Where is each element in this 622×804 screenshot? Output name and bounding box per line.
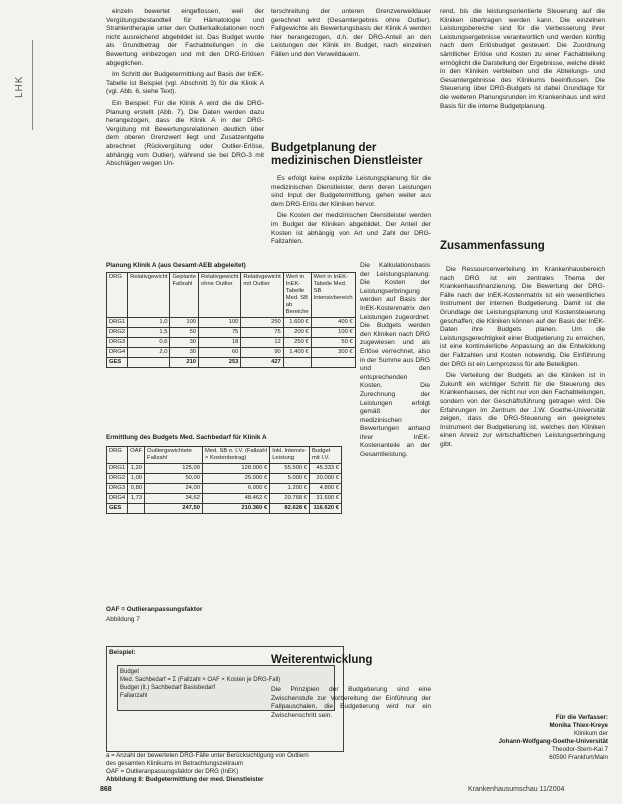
body-column-2-side (360, 262, 430, 642)
table-cell: 55.500 € (270, 464, 310, 474)
table-cell: DRG3 (107, 338, 128, 348)
table-cell: 1,20 (128, 464, 145, 474)
formula-line: Budget (lt.) Sachbedarf Basisbedarf (120, 685, 216, 691)
table-cell: 6.000 € (202, 484, 269, 494)
planning-table (106, 272, 356, 368)
paragraph: Die Ressourcenverteilung im Krankenhausbereich nach DRG ist ein zentrales Thema der Krankenhausfinanzierung. Die Bewertung der DRG-Fälle nach der InEK-Kostenmatrix ist ein wesentliches Instrument der internen Budgetierung. Damit ist die Grundlage der Leistungsplanung und Kostensteuerung geschaffen; die Kliniken können auf der Basis der InEK-Daten ihre Budgets planen. Um die Leistungsgerechtigkeit einer Budgetierung zu erreichen, ist eine kontinuierliche Anpassung an die Entwicklung der Fallzahlen und Kosten notwendig. Die Einführung der DRG ist ein Lernprozess für alle Beteiligten. (440, 266, 605, 368)
table-cell: 1,0 (128, 318, 170, 328)
table-cell: 30 (170, 348, 199, 358)
table-cell: 427 (241, 358, 283, 368)
table-header: Relativgewicht ohne Outlier (199, 273, 241, 318)
section-heading: Budgetplanung der medizinischen Dienstleister (271, 142, 423, 167)
table-cell: 2,0 (128, 348, 170, 358)
table-row (107, 484, 342, 494)
figure-caption: Abbildung 7 (106, 616, 140, 623)
paragraph: rend, bis die leistungsorientierte Steuerung auf die Kliniken übertragen werden kann. Die einzelnen Leistungsbereiche sind für die Verbesserung ihrer Leistungsergebnisse verantwortlich und werden künftig nach dem Erlösbudget gesteuert. Die Zuordnung sämtlicher Erlöse und Kosten zu einer Fachabteilung ermöglicht die Darstellung der Ergebnisse, welche direkt in den Kliniken verbleiben und die Abteilungs- und Gesamtergebnisse des Klinikums beeinflussen. Die Steuerung über DRG-Budgets ist dabei Grundlage für die weiteren Planungsrunden im Krankenhaus und wird Basis für die interne Budgetplanung. (440, 8, 605, 110)
table-cell: 250 (241, 318, 283, 328)
sidebar-rule (32, 40, 33, 130)
table-row (107, 494, 342, 504)
budget-table (106, 446, 342, 514)
table-row (107, 474, 342, 484)
table-header: DRG (107, 273, 128, 318)
formula-line: Med. Sachbedarf = Σ (Fallzahl × OAF × Kosten je DRG-Fall) (120, 677, 281, 683)
table-cell: 50 (170, 328, 199, 338)
footnote: des gesamten Klinikums im Betrachtungszeitraum (106, 760, 244, 767)
table-header: Outliergewichtete Fallzahl (145, 447, 203, 464)
table-cell: DRG2 (107, 328, 128, 338)
table-cell: 210.360 € (202, 504, 269, 514)
table-header: Wert in InEK-Tabelle Med. SB Intensivbereich (311, 273, 355, 318)
table-cell: 50 € (311, 338, 355, 348)
body-column-3-top (440, 8, 605, 114)
author-line: Für die Verfasser: (555, 714, 608, 721)
table-row-total (107, 504, 342, 514)
table-row (107, 318, 356, 328)
paragraph: Die Kalkulationsbasis der Leistungsplanung: Die Kosten der Leistungserbringung werden auf Basis der InEK-Kostenmatrix den Leistungen zugeordnet. Die Budgets werden den Kliniken nach DRG zugewiesen und als Erlöse verrechnet, also in der Summe aus DRG und den entsprechenden Kosten. Die Zurechnung der Leistungen erfolgt gemäß der medizinischen Bewertungen anhand ihrer InEK-Kostenanteile an der Gesamtleistung. (360, 262, 430, 459)
paragraph: Die Kosten der medizinischen Dienstleister werden im Budget der Kliniken abgebildet. Der Anteil der Kosten ist abhängig von Art und Zahl der DRG-Fallzahlen. (271, 212, 431, 246)
table-header: Med. SB o. I.V. (Fallzahl × Kostenbetrag) (202, 447, 269, 464)
table-cell: 18 (199, 338, 241, 348)
table-cell (311, 358, 355, 368)
example-label: Beispiel: (109, 649, 136, 656)
table-cell (128, 358, 170, 368)
body-column-3-bottom (440, 266, 605, 706)
table-header: DRG (107, 447, 128, 464)
table-cell: 128.000 € (202, 464, 269, 474)
table-cell: 45.333 € (309, 464, 341, 474)
author-line: Theodor-Stern-Kai 7 (551, 746, 608, 753)
table-cell: 210 (170, 358, 199, 368)
table-cell: 12 (241, 338, 283, 348)
table-cell: 247,50 (145, 504, 203, 514)
table-header: Budget mit I.V. (309, 447, 341, 464)
table-cell: 20.000 € (309, 474, 341, 484)
table-cell: 50,00 (145, 474, 203, 484)
table-cell: 125,00 (145, 464, 203, 474)
table-row-total (107, 358, 356, 368)
table-cell: 25.000 € (202, 474, 269, 484)
table-cell: 0,80 (128, 484, 145, 494)
table-cell: DRG4 (107, 494, 128, 504)
table-cell: GES (107, 504, 128, 514)
table-cell: 1,00 (128, 474, 145, 484)
paragraph: Die Verteilung der Budgets an die Kliniken ist in Zukunft ein wichtiger Schritt für die Steuerung des Krankenhauses, der nicht nur von den Fachabteilungen, sondern von der Geschäftsführung getragen wird. Die Erfahrungen im Zentrum der J.W. Goethe-Universität zeigen, dass die DRG-Steuerung ein geeignetes Instrument der Budgetierung ist, welches den Kliniken einen Anreiz zur wirtschaftlichen Leistungserbringung gibt. (440, 372, 605, 448)
table-cell: 253 (199, 358, 241, 368)
table-cell: 75 (199, 328, 241, 338)
table-cell: 400 € (311, 318, 355, 328)
table-header: OAF (128, 447, 145, 464)
author-block (496, 714, 608, 762)
table-cell: 20.768 € (270, 494, 310, 504)
table-cell: 4.800 € (309, 484, 341, 494)
footnote: OAF = Outlieranpassungsfaktor der DRG (InEK) (106, 768, 239, 775)
section-heading: Zusammenfassung (440, 240, 545, 252)
table-header: Inkl. Intensiv-Leistung (270, 447, 310, 464)
table-row (107, 464, 342, 474)
table-cell: 31.600 € (309, 494, 341, 504)
formula-line: Budget (120, 669, 140, 675)
author-line: Johann-Wolfgang-Goethe-Universität (498, 738, 608, 745)
table-cell: 200 € (283, 328, 311, 338)
table-title: Planung Klinik A (aus Gesamt-AEB abgeleitet) (106, 262, 246, 269)
table-cell: 24,00 (145, 484, 203, 494)
author-line: 60590 Frankfurt/Main (549, 754, 608, 761)
table-cell: 5.000 € (270, 474, 310, 484)
table-cell: DRG1 (107, 464, 128, 474)
table-cell: 1,5 (128, 328, 170, 338)
table-cell: 1.200 € (270, 484, 310, 494)
table-cell: 300 € (311, 348, 355, 358)
author-line: Monika Thiex-Kreye (549, 722, 608, 729)
table-cell: 250 € (283, 338, 311, 348)
page-number: 868 (100, 786, 112, 793)
table-cell: 100 (199, 318, 241, 328)
table-cell: 82.628 € (270, 504, 310, 514)
paragraph: Ein Beispiel: Für die Klinik A wird die die DRG-Planung erstellt (Abb. 7). Die Daten werden dazu herangezogen, dass die Klinik A in der DRG-Vergütung mit Bewertungsrelationen deutlich über dem oberen Grenzwert liegt und Zusatzentgelte abrechnet (Rückvergütung oder Outlier-Erlöse, abhängig vom Outlier), während sie bei DRG-3 mit Abschlägen wegen Un- (106, 99, 264, 168)
journal-footer: Krankenhausumschau 11/2004 (468, 786, 565, 793)
table-cell: 75 (241, 328, 283, 338)
body-column-1 (106, 8, 264, 266)
table-cell (283, 358, 311, 368)
table-cell: DRG1 (107, 318, 128, 328)
table-cell: DRG2 (107, 474, 128, 484)
table-cell: 48.462 € (202, 494, 269, 504)
table-cell: 116.620 € (309, 504, 341, 514)
table-row (107, 338, 356, 348)
table-cell: 100 € (311, 328, 355, 338)
table-cell (128, 504, 145, 514)
table-row (107, 348, 356, 358)
table-cell: 1,73 (128, 494, 145, 504)
paragraph: einzeln bewertet eingeflossen, weil der Vergütungsbestandteil für Hämatologie und Strahlentherapie unter den Outlierkalkulationen noch nicht ausreichend abgebildet ist. Das Budget wurde als Grundbetrag der Fachabteilungen in die Bewertung einbezogen und mit den DRG-Erlösen abgeglichen. (106, 8, 264, 67)
table-title: Ermittlung des Budgets Med. Sachbedarf für Klinik A (106, 434, 267, 441)
paragraph: Im Schritt der Budgetermittlung auf Basis der InEK-Tabelle ist Beispiel (vgl. Abschnitt 3) für die Klinik A (vgl. Abb. 6, siehe Text). (106, 71, 264, 96)
table-cell: 1.600 € (283, 318, 311, 328)
body-column-2-top (271, 8, 431, 63)
table-cell: 60 (199, 348, 241, 358)
paragraph: Die Prinzipien der Budgetierung sind eine Zwischenstufe zur Vorbereitung der Einführung der Fallpauschalen, die Budgetierung wird nur ein Zwischenschritt sein. (271, 686, 431, 719)
table-header: Relativgewicht mit Outlier (241, 273, 283, 318)
body-column-2-mid (271, 175, 431, 250)
formula-line: Fallanzahl (120, 693, 148, 699)
table-cell: DRG3 (107, 484, 128, 494)
author-line: Klinikum der (573, 730, 608, 737)
figure-caption: Abbildung 8: Budgetermittlung der med. Dienstleister (106, 776, 264, 783)
table-row (107, 328, 356, 338)
oaf-legend: OAF = Outlieranpassungsfaktor (106, 606, 203, 613)
table-cell: 0,6 (128, 338, 170, 348)
footnote: a = Anzahl der bewerteten DRG-Fälle unter Berücksichtigung von Outliern (106, 752, 309, 759)
table-cell: 90 (241, 348, 283, 358)
table-cell: 34,62 (145, 494, 203, 504)
section-heading: Weiterentwicklung (271, 654, 373, 666)
table-cell: 1.400 € (283, 348, 311, 358)
table-cell: 30 (170, 338, 199, 348)
table-cell: DRG4 (107, 348, 128, 358)
table-cell: 100 (170, 318, 199, 328)
table-header: Relativgewicht (128, 273, 170, 318)
table-cell: GES (107, 358, 128, 368)
paragraph: terschreitung der unteren Grenzverweildauer gerechnet wird (Gesamtergebnis ohne Outlier). Fallgewichte als Bewertungsbasis der Klinik A werden hier herangezogen, d.h. der DRG-Anteil an den Leistungen der Klinik im Budget, nach einzelnen Fällen und den Verweildauern. (271, 8, 431, 58)
paragraph: Es erfolgt keine explizite Leistungsplanung für die medizinischen Dienstleister, denn deren Leistungen sind Input der Budgetermittlung, gehen weiter aus dem DRG-Erlös der Kliniken hervor. (271, 175, 431, 208)
section-tag: LHK (14, 75, 25, 98)
table-header: Wert in InEK-Tabelle Med. SB ab Bereiche (283, 273, 311, 318)
table-header: Geplante Fallzahl (170, 273, 199, 318)
